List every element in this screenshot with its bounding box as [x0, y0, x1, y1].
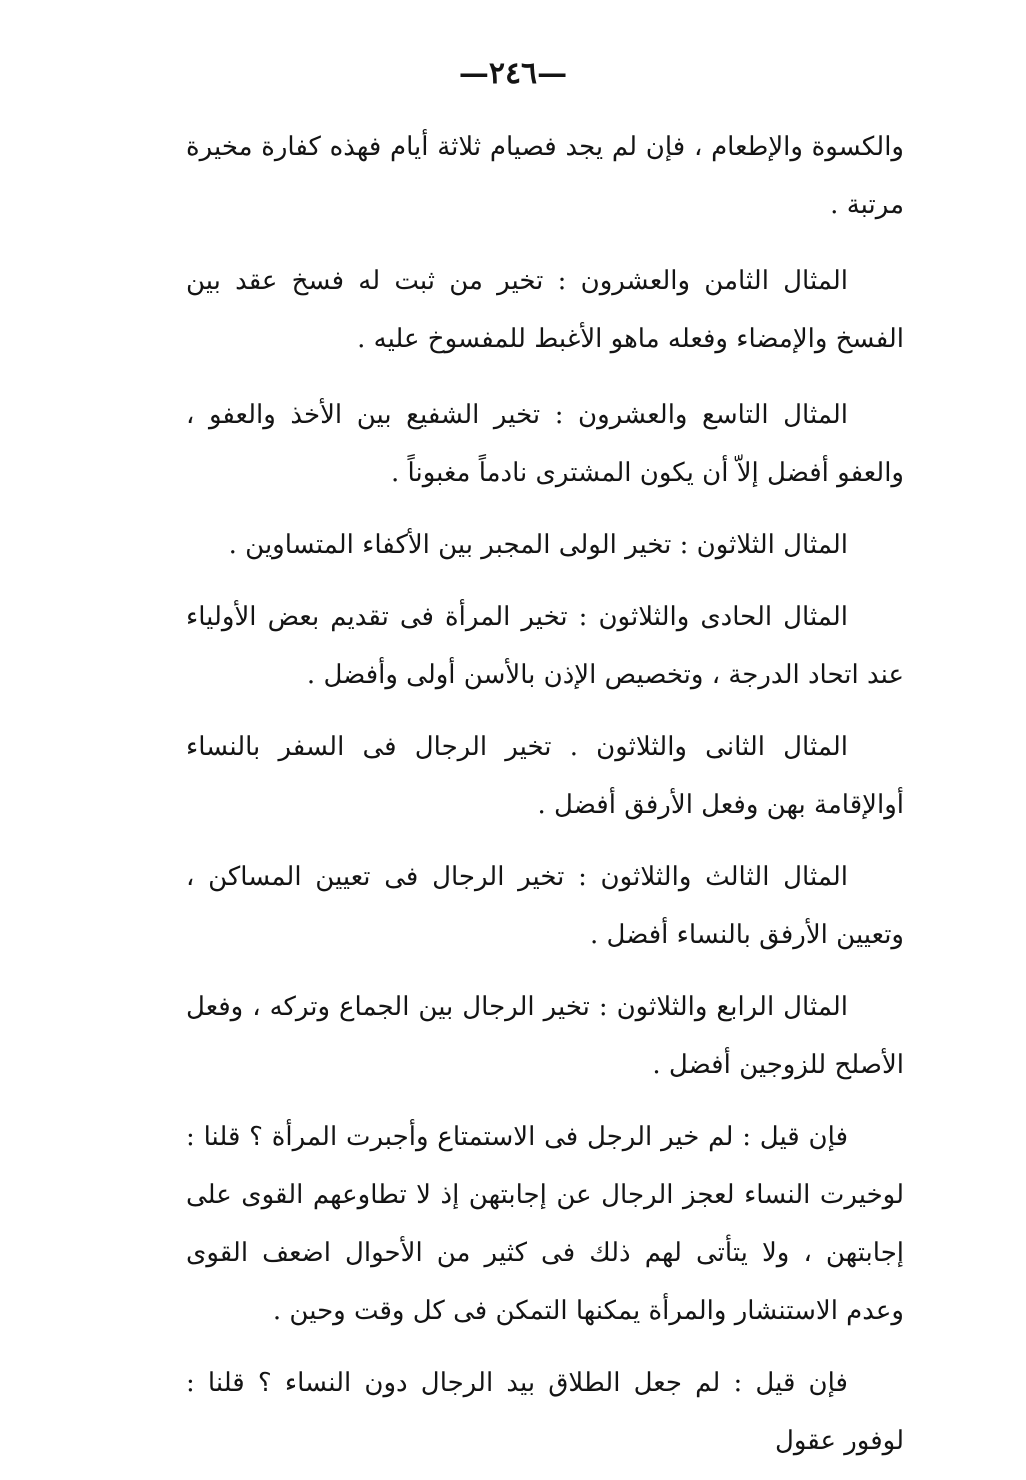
paragraph-example-34: المثال الرابع والثلاثون : تخير الرجال بين الجماع وتركه ، وفعل الأصلح للزوجين أفضل . [186, 992, 904, 1080]
paragraph-example-28: المثال الثامن والعشرون : تخير من ثبت له فسخ عقد بين الفسخ والإمضاء وفعله ماهو الأغبط للمفسوخ عليه . [186, 266, 904, 354]
paragraph-example-30: المثال الثلاثون : تخير الولى المجبر بين الأكفاء المتساوين . [228, 530, 848, 560]
paragraph-example-32: المثال الثانى والثلاثون . تخير الرجال فى السفر بالنساء أوالإقامة بهن وفعل الأرفق أفضل . [186, 732, 904, 820]
paragraph-example-33: المثال الثالث والثلاثون : تخير الرجال فى تعيين المساكن ، وتعيين الأرفق بالنساء أفضل . [186, 862, 904, 950]
paragraph-question-enjoyment: فإن قيل : لم خير الرجل فى الاستمتاع وأجبرت المرأة ؟ قلنا : لوخيرت النساء لعجز الرجال عن إجابتهن إذ لا تطاوعهم القوى على إجابتهن ، ولا يتأتى لهم ذلك فى كثير من الأحوال اضعف القوى وعدم الاستنشار والمرأة يمكنها التمكن فى كل وقت وحين . [186, 1122, 904, 1326]
paragraph-continuation: والكسوة والإطعام ، فإن لم يجد فصيام ثلاثة أيام فهذه كفارة مخيرة مرتبة . [186, 132, 904, 220]
body-text [186, 118, 904, 1470]
paragraph-example-31: المثال الحادى والثلاثون : تخير المرأة فى تقديم بعض الأولياء عند اتحاد الدرجة ، وتخصيص الإذن بالأسن أولى وأفضل . [186, 602, 904, 690]
page-number: —٢٤٦— [458, 56, 568, 91]
paragraph-question-divorce: فإن قيل : لم جعل الطلاق بيد الرجال دون النساء ؟ قلنا : لوفور عقول [186, 1368, 904, 1456]
paragraph-example-29: المثال التاسع والعشرون : تخير الشفيع بين الأخذ والعفو ، والعفو أفضل إلاّ أن يكون المشترى نادماً مغبوناً . [186, 400, 904, 488]
